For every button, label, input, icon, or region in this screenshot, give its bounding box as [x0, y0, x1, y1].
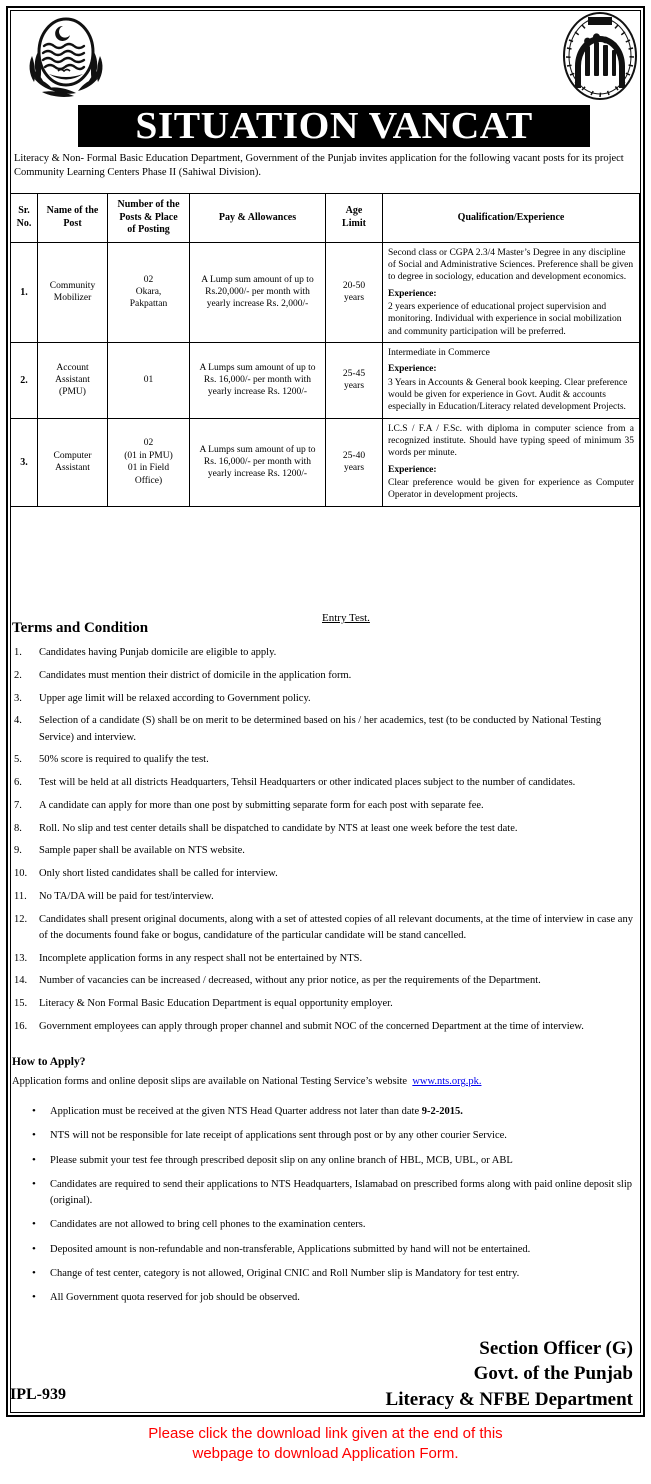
- column-header-posts-place: Number of the Posts & Place of Posting: [108, 194, 190, 243]
- item-text: Candidates are required to send their applications to NTS Headquarters, Islamabad on prescribed forms along with paid online deposit slip (original).: [50, 1178, 633, 1207]
- item-text: Literacy & Non Formal Basic Education Department is equal opportunity employer.: [39, 998, 393, 1010]
- list-item: [28, 1266, 638, 1282]
- signature-block: [386, 1336, 633, 1412]
- table-header-row: [11, 194, 640, 243]
- item-text: Application must be received at the given NTS Head Quarter address not later than date: [50, 1106, 420, 1117]
- item-number: 14.: [14, 975, 28, 987]
- terms-list: [12, 645, 636, 1042]
- page-title: SITUATION VANCAT: [135, 105, 533, 147]
- signature-line-govt: Govt. of the Punjab: [473, 1363, 633, 1385]
- download-instruction-note: [0, 1424, 651, 1465]
- cell-posts-place: 01: [108, 342, 190, 418]
- item-number: 5.: [14, 754, 22, 766]
- item-number: 2.: [14, 669, 22, 681]
- bullet-icon: •: [32, 1266, 36, 1279]
- column-header-age-limit: Age Limit: [326, 194, 383, 243]
- item-text: Number of vacancies can be increased / decreased, without any prior notice, as per the requirements of the Department.: [39, 975, 541, 987]
- intro-paragraph: Literacy & Non- Formal Basic Education Department, Government of the Punjab invites application for the following vacant posts for its project Community Learning Centers Phase II (Sahiwal Division).: [14, 153, 624, 179]
- item-number: 4.: [14, 715, 22, 727]
- item-number: 13.: [14, 952, 28, 964]
- item-number: 7.: [14, 799, 22, 811]
- list-item: [12, 691, 636, 707]
- item-number: 9.: [14, 845, 22, 857]
- list-item: [12, 951, 636, 967]
- list-item: [28, 1153, 638, 1169]
- bullet-icon: •: [32, 1218, 36, 1231]
- item-text: Sample paper shall be available on NTS website.: [39, 845, 245, 857]
- item-number: 11.: [14, 890, 27, 902]
- list-item: [12, 713, 636, 746]
- item-number: 16.: [14, 1021, 28, 1033]
- column-header-post-name: Name of the Post: [38, 194, 108, 243]
- bullet-icon: •: [32, 1153, 36, 1166]
- how-to-apply-intro: [12, 1075, 636, 1090]
- cell-post-name: Computer Assistant: [38, 418, 108, 506]
- item-number: 1.: [14, 647, 22, 658]
- item-text: Candidates are not allowed to bring cell phones to the examination centers.: [50, 1219, 366, 1231]
- cell-sr-no: 2.: [11, 342, 38, 418]
- list-item: [12, 912, 636, 945]
- table-row: [11, 342, 640, 418]
- how-to-apply-list: [28, 1104, 638, 1314]
- item-text: No TA/DA will be paid for test/interview.: [39, 890, 214, 902]
- item-text: NTS will not be responsible for late receipt of applications sent through post or by any other courier Service.: [50, 1130, 507, 1142]
- item-text: Please submit your test fee through prescribed deposit slip on any online branch of HBL, MCB, UBL, or ABL: [50, 1154, 513, 1166]
- cell-post-name: Community Mobilizer: [38, 242, 108, 342]
- bullet-icon: •: [32, 1291, 36, 1304]
- entry-test-label: Entry Test.: [322, 612, 370, 624]
- cell-qualification: Second class or CGPA 2.3/4 Master’s Degree in any discipline of Social and Administrative Sciences. Preference shall be given to degree in sociology, education and development economics. Experience: 2 years experience of educational project supervision and monitoring. Individual with experience in social mobilization and community participation will be preferred.: [383, 242, 640, 342]
- item-text: Only short listed candidates shall be called for interview.: [39, 868, 278, 880]
- item-text: Upper age limit will be relaxed according to Government policy.: [39, 692, 311, 704]
- item-text: Roll. No slip and test center details shall be dispatched to candidate by NTS at least one week before the test date.: [39, 822, 518, 834]
- signature-line-department: Literacy & NFBE Department: [385, 1388, 633, 1410]
- page-title-banner: [78, 105, 590, 147]
- item-text: Selection of a candidate (S) shall be on merit to be determined based on his / her academics, test (to be conducted by National Testing Service) and interview.: [39, 715, 602, 743]
- bullet-icon: •: [32, 1129, 36, 1142]
- list-item: [12, 668, 636, 684]
- cell-posts-place: 02 Okara, Pakpattan: [108, 242, 190, 342]
- item-text: Government employees can apply through proper channel and submit NOC of the concerned Department at the time of interview.: [39, 1021, 584, 1033]
- cell-post-name: Account Assistant (PMU): [38, 342, 108, 418]
- cell-pay-allowances: A Lumps sum amount of up to Rs. 16,000/- per month with yearly increase Rs. 1200/-: [190, 418, 326, 506]
- list-item: [28, 1217, 638, 1233]
- bullet-icon: •: [32, 1242, 36, 1255]
- column-header-qualification: Qualification/Experience: [383, 194, 640, 243]
- list-item: [12, 866, 636, 882]
- cell-sr-no: 3.: [11, 418, 38, 506]
- ipl-reference-code: IPL-939: [10, 1386, 66, 1403]
- cell-pay-allowances: A Lumps sum amount of up to Rs. 16,000/- per month with yearly increase Rs. 1200/-: [190, 342, 326, 418]
- list-item: [12, 821, 636, 837]
- list-item: [28, 1290, 638, 1306]
- list-item: [12, 798, 636, 814]
- cell-qualification: I.C.S / F.A / F.Sc. with diploma in computer science from a recognized institute. Should have typing speed of minimum 35 words per minute. Experience: Clear preference would be given for experience as Computer Operator in development projects.: [383, 418, 640, 506]
- vacancy-table: [10, 193, 640, 507]
- how-to-apply-heading: How to Apply?: [12, 1056, 86, 1068]
- list-item: [28, 1177, 638, 1210]
- cell-age-limit: 25-40 years: [326, 418, 383, 506]
- item-text: Test will be held at all districts Headquarters, Tehsil Headquarters or other indicated places subject to the number of candidates.: [39, 777, 576, 789]
- cell-qualification: Intermediate in Commerce Experience: 3 Years in Accounts & General book keeping. Clear preference would be given for experience in Govt. Audit & accounts especially in Education/Literacy related development Projects.: [383, 342, 640, 418]
- list-item: [12, 889, 636, 905]
- literacy-department-seal-icon: [561, 10, 639, 102]
- cell-sr-no: 1.: [11, 242, 38, 342]
- list-item: [12, 973, 636, 989]
- download-note-line2: webpage to download Application Form.: [192, 1445, 459, 1463]
- item-number: 6.: [14, 777, 22, 789]
- item-text: A candidate can apply for more than one post by submitting separate form for each post with separate fee.: [39, 799, 484, 811]
- list-item: [12, 843, 636, 859]
- item-number: 12.: [14, 913, 28, 925]
- item-text: 50% score is required to qualify the test.: [39, 754, 209, 766]
- terms-heading: Terms and Condition: [12, 620, 149, 636]
- list-item: [12, 775, 636, 791]
- column-header-pay-allowances: Pay & Allowances: [190, 194, 326, 243]
- cell-age-limit: 20-50 years: [326, 242, 383, 342]
- table-row: [11, 418, 640, 506]
- item-text: Change of test center, category is not allowed, Original CNIC and Roll Number slip is Mandatory for test entry.: [50, 1267, 520, 1279]
- item-number: 15.: [14, 998, 28, 1010]
- how-to-apply-intro-text: Application forms and online deposit slips are available on National Testing Service’s website: [12, 1076, 408, 1087]
- table-row: [11, 242, 640, 342]
- item-number: 8.: [14, 822, 22, 834]
- list-item: [12, 1019, 636, 1035]
- item-text: Candidates shall present original documents, along with a set of attested copies of all relevant documents, at the time of interview in case any of the documents found fake or bogus, candidature of the particular candidate will be stand cancelled.: [39, 913, 633, 941]
- signature-line-officer: Section Officer (G): [479, 1338, 633, 1359]
- list-item: [28, 1128, 638, 1144]
- download-note-line1: Please click the download link given at the end of this: [148, 1425, 503, 1442]
- bullet-icon: •: [32, 1105, 36, 1117]
- item-number: 10.: [14, 868, 28, 880]
- cell-posts-place: 02 (01 in PMU) 01 in Field Office): [108, 418, 190, 506]
- cell-age-limit: 25-45 years: [326, 342, 383, 418]
- cell-pay-allowances: A Lump sum amount of up to Rs.20,000/- per month with yearly increase Rs. 2,000/-: [190, 242, 326, 342]
- list-item: [12, 752, 636, 768]
- nts-website-link[interactable]: www.nts.org.pk.: [412, 1076, 482, 1087]
- item-text: Candidates having Punjab domicile are eligible to apply.: [39, 647, 277, 658]
- item-text: Candidates must mention their district of domicile in the application form.: [39, 669, 352, 681]
- list-item: [28, 1104, 638, 1120]
- item-text: All Government quota reserved for job should be observed.: [50, 1292, 300, 1304]
- item-text: Incomplete application forms in any respect shall not be entertained by NTS.: [39, 952, 363, 964]
- item-number: 3.: [14, 692, 22, 704]
- item-text: Deposited amount is non-refundable and non-transferable, Applications submitted by hand will not be entertained.: [50, 1243, 531, 1255]
- column-header-sr-no: Sr. No.: [11, 194, 38, 243]
- list-item: [12, 645, 636, 661]
- list-item: [28, 1242, 638, 1258]
- deadline-date: 9-2-2015.: [421, 1106, 463, 1117]
- bullet-icon: •: [32, 1177, 36, 1190]
- punjab-government-emblem-icon: [18, 12, 114, 100]
- list-item: [12, 996, 636, 1012]
